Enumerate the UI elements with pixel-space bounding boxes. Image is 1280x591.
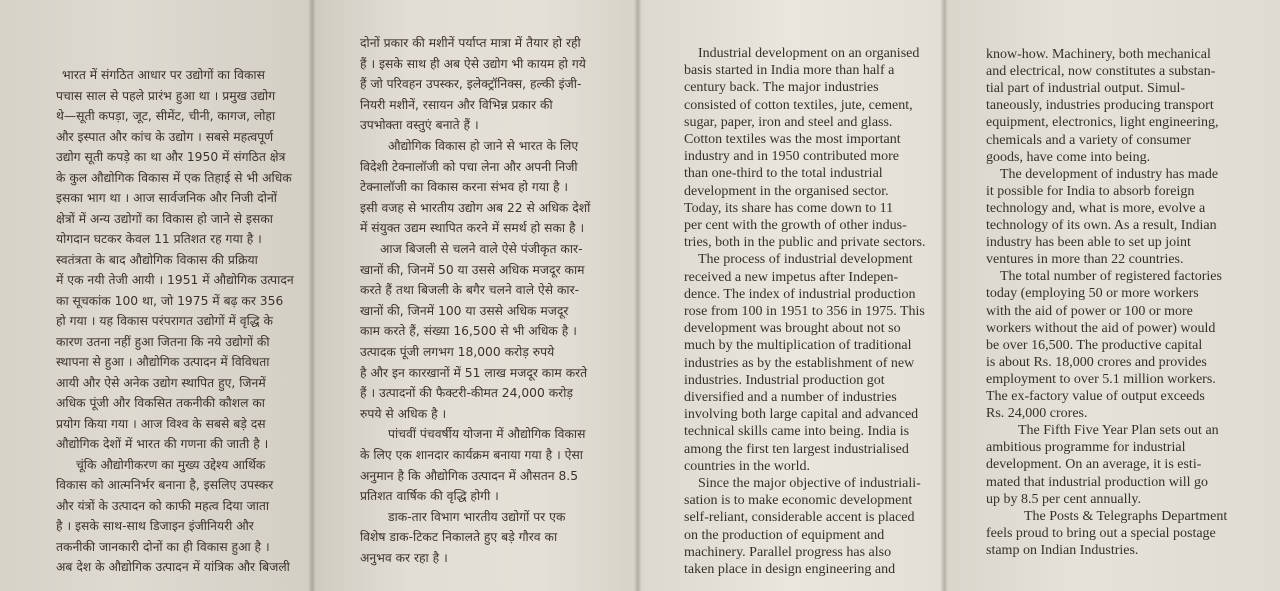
text-line: taneously, industries producing transport <box>986 98 1214 114</box>
text-line: इसी वजह से भारतीय उद्योग अब 22 से अधिक देशों <box>360 200 591 215</box>
text-line: औद्योगिक विकास हो जाने से भारत के लिए <box>388 139 579 153</box>
text-line: The process of industrial development <box>698 252 913 268</box>
text-line: रुपये से अधिक है । <box>360 406 447 421</box>
text-line: के कुल औद्योगिक विकास में एक तिहाई से भी अधिक <box>56 170 292 185</box>
page-fold <box>634 0 642 591</box>
page-fold <box>308 0 316 591</box>
text-line: Today, its share has come down to 11 <box>684 200 894 216</box>
text-line: अधिक पूंजी और विकसित तकनीकी कौशल का <box>56 396 265 410</box>
text-line: प्रयोग किया गया । आज विश्व के सबसे बड़े दस <box>56 416 266 431</box>
text-line: है । इसके साथ-साथ डिजाइन इंजीनियरी और <box>56 519 254 533</box>
text-line: industry and in 1950 contributed more <box>684 149 900 165</box>
text-line: में एक नयी तेजी आयी । 1951 में औद्योगिक उत्पादन <box>56 273 294 287</box>
text-line: equipment, electronics, light engineering, <box>986 115 1219 131</box>
text-line: आज बिजली से चलने वाले ऐसे पंजीकृत कार- <box>380 242 583 256</box>
text-line: self-reliant, considerable accent is placed <box>684 510 915 526</box>
text-line: countries in the world. <box>684 458 810 474</box>
text-line: अनुभव कर रहा है । <box>360 551 448 565</box>
text-line: employment to over 5.1 million workers. <box>986 371 1216 387</box>
text-line: पांचवीं पंचवर्षीय योजना में औद्योगिक विकास <box>388 427 586 442</box>
text-line: विकास को आत्मनिर्भर बनाना है, इसलिए उपस्कर <box>56 478 274 492</box>
text-line: The ex-factory value of output exceeds <box>986 389 1205 404</box>
text-line: per cent with the growth of other indus- <box>684 218 907 233</box>
text-line: और यंत्रों के उत्पादन को काफी महत्व दिया जाता <box>56 498 270 513</box>
text-line: अब देश के औद्योगिक उत्पादन में यांत्रिक और बिजली <box>56 560 290 574</box>
text-line: basis started in India more than half a <box>684 63 895 79</box>
text-line: Industrial development on an organised <box>698 46 920 61</box>
text-line: विशेष डाक-टिकट निकालते हुए बड़े गौरव का <box>360 530 558 545</box>
text-line: आयी और ऐसे अनेक उद्योग स्थापित हुए, जिनमें <box>56 375 266 390</box>
text-line: The total number of registered factories <box>1000 269 1222 285</box>
text-line: stamp on Indian Industries. <box>986 542 1139 558</box>
text-line: कारण उतना नहीं हुआ जितना कि नये उद्योगों की <box>56 334 270 349</box>
text-line: में संयुक्त उद्यम स्थापित करने में समर्थ हो सका है । <box>360 221 585 236</box>
text-line: development. On an average, it is esti- <box>986 457 1202 473</box>
text-line: tries, both in the public and private sectors. <box>684 235 926 251</box>
text-line: थे—सूती कपड़ा, जूट, सीमेंट, चीनी, कागज, लोहा <box>56 109 276 123</box>
text-line: हैं । उत्पादनों की फैक्टरी-कीमत 24,000 करोड़ <box>360 386 573 401</box>
text-line: चूंकि औद्योगीकरण का मुख्य उद्देश्य आर्थिक <box>76 457 266 472</box>
hindi-panel-right <box>312 0 638 591</box>
text-line: technical skills came into being. India is <box>684 424 910 440</box>
text-line: with the aid of power or 100 or more <box>986 303 1193 319</box>
text-line: नियरी मशीनें, रसायन और विभिन्न प्रकार की <box>360 97 553 112</box>
text-line: and electrical, now constitutes a substan- <box>986 64 1216 80</box>
text-line: is about Rs. 18,000 crores and provides <box>986 354 1207 370</box>
text-line: उद्योग सूती कपड़े का था और 1950 में संगठित क्षेत्र <box>56 150 286 164</box>
text-line: टेक्नालॉजी का विकास करना संभव हो गया है । <box>360 180 569 195</box>
text-line: क्षेत्रों में अन्य उद्योगों का विकास हो जाने से इसका <box>56 211 273 226</box>
text-line: on the production of equipment and <box>684 527 885 543</box>
text-line: तकनीकी जानकारी दोनों का ही विकास हुआ है । <box>56 539 270 554</box>
english-panel-left <box>638 0 944 591</box>
text-line: हैं जो परिवहन उपस्कर, इलेक्ट्रॉनिक्स, हल्की इंजी- <box>360 77 582 92</box>
text-line: dence. The index of industrial production <box>684 286 916 302</box>
text-line: औद्योगिक देशों में भारत की गणना की जाती है । <box>56 437 269 451</box>
text-line: development in the organised sector. <box>684 183 889 199</box>
text-line: industries. Industrial production got <box>684 372 885 388</box>
text-line: among the first ten largest industrialised <box>684 441 909 457</box>
text-line: है और इन कारखानों में 51 लाख मजदूर काम करते <box>360 365 588 380</box>
text-line: The development of industry has made <box>1000 166 1219 182</box>
hindi-panel-left <box>0 0 312 591</box>
text-line: much by the multiplication of traditional <box>684 338 912 354</box>
text-line: technology and, what is more, evolve a <box>986 200 1206 216</box>
english-panel-right <box>944 0 1280 591</box>
text-line: के लिए एक शानदार कार्यक्रम बनाया गया है । ऐसा <box>360 448 583 462</box>
text-line: ambitious programme for industrial <box>986 440 1186 456</box>
text-line: diversified and a number of industries <box>684 390 897 405</box>
text-line: workers without the aid of power) would <box>986 320 1216 336</box>
text-line: today (employing 50 or more workers <box>986 286 1199 302</box>
text-line: ventures in more than 22 countries. <box>986 252 1184 268</box>
text-line: involving both large capital and advanced <box>684 407 919 423</box>
text-line: The Fifth Five Year Plan sets out an <box>1018 423 1219 439</box>
text-line: feels proud to bring out a special postage <box>986 525 1216 541</box>
text-line: up by 8.5 per cent annually. <box>986 491 1141 507</box>
text-line: technology of its own. As a result, Indian <box>986 218 1217 233</box>
text-line: Rs. 24,000 crores. <box>986 406 1088 422</box>
text-line: machinery. Parallel progress has also <box>684 544 892 560</box>
text-line: उत्पादक पूंजी लगभग 18,000 करोड़ रुपये <box>360 345 555 359</box>
text-line: chemicals and a variety of consumer <box>986 132 1191 148</box>
text-line: goods, have come into being. <box>986 149 1151 165</box>
text-line: डाक-तार विभाग भारतीय उद्योगों पर एक <box>388 509 566 524</box>
text-line: development was brought about not so <box>684 321 901 337</box>
text-line: पचास साल से पहले प्रारंभ हुआ था । प्रमुख उद्योग <box>56 88 276 103</box>
text-line: योगदान घटकर केवल 11 प्रतिशत रह गया है । <box>56 232 262 246</box>
text-line: खानों की, जिनमें 100 या उससे अधिक मजदूर <box>360 303 569 318</box>
text-line: know-how. Machinery, both mechanical <box>986 47 1211 62</box>
text-line: taken place in design engineering and <box>684 562 896 577</box>
text-line: Cotton textiles was the most important <box>684 132 901 147</box>
text-line: स्वतंत्रता के बाद औद्योगिक विकास की प्रक्रिया <box>56 252 258 267</box>
text-line: करते हैं तथा बिजली के बगैर चलने वाले ऐसे कार- <box>360 283 580 298</box>
text-line: हैं । इसके साथ ही अब ऐसे उद्योग भी कायम हो गये <box>360 56 586 71</box>
text-line: than one-third to the total industrial <box>684 166 883 182</box>
text-line: का सूचकांक 100 था, जो 1975 में बढ़ कर 356 <box>56 293 284 308</box>
text-line: अनुमान है कि औद्योगिक उत्पादन में औसतन 8.5 <box>360 468 579 483</box>
text-line: rose from 100 in 1951 to 356 in 1975. This <box>684 304 925 319</box>
text-line: प्रतिशत वार्षिक की वृद्धि होगी । <box>360 489 499 504</box>
text-line: भारत में संगठित आधार पर उद्योगों का विकास <box>62 68 265 82</box>
text-line: consisted of cotton textiles, jute, cement, <box>684 97 913 113</box>
text-line: दोनों प्रकार की मशीनें पर्याप्त मात्रा में तैयार हो रही <box>360 36 581 50</box>
text-line: mated that industrial production will go <box>986 474 1209 490</box>
text-line: काम करते हैं, संख्या 16,500 से भी अधिक है । <box>360 324 577 339</box>
text-line: हो गया । यह विकास परंपरागत उद्योगों में वृद्धि के <box>56 314 273 328</box>
text-line: industries as by the establishment of new <box>684 355 915 371</box>
text-line: century back. The major industries <box>684 80 879 96</box>
text-line: स्थापना से हुआ । औद्योगिक उत्पादन में विविधता <box>56 355 270 369</box>
text-line: खानों की, जिनमें 50 या उससे अधिक मजदूर काम <box>360 262 585 277</box>
text-line: sation is to make economic development <box>684 493 913 509</box>
text-line: received a new impetus after Indepen- <box>684 269 899 285</box>
text-line: sugar, paper, iron and steel and glass. <box>684 114 893 130</box>
text-line: tial part of industrial output. Simul- <box>986 81 1186 97</box>
text-line: इसका भाग था । आज सार्वजनिक और निजी दोनों <box>56 191 277 205</box>
page-fold <box>940 0 948 591</box>
text-line: it possible for India to absorb foreign <box>986 183 1195 199</box>
text-line: be over 16,500. The productive capital <box>986 337 1203 353</box>
text-line: Since the major objective of industriali- <box>698 476 921 491</box>
text-line: उपभोक्ता वस्तुएं बनाते हैं । <box>360 118 479 133</box>
text-line: विदेशी टेक्नालॉजी को पचा लेना और अपनी निजी <box>360 159 578 174</box>
text-line: The Posts & Telegraphs Department <box>1024 508 1228 524</box>
text-line: और इस्पात और कांच के उद्योग । सबसे महत्वपूर्ण <box>56 129 274 144</box>
text-line: industry has been able to set up joint <box>986 235 1191 251</box>
